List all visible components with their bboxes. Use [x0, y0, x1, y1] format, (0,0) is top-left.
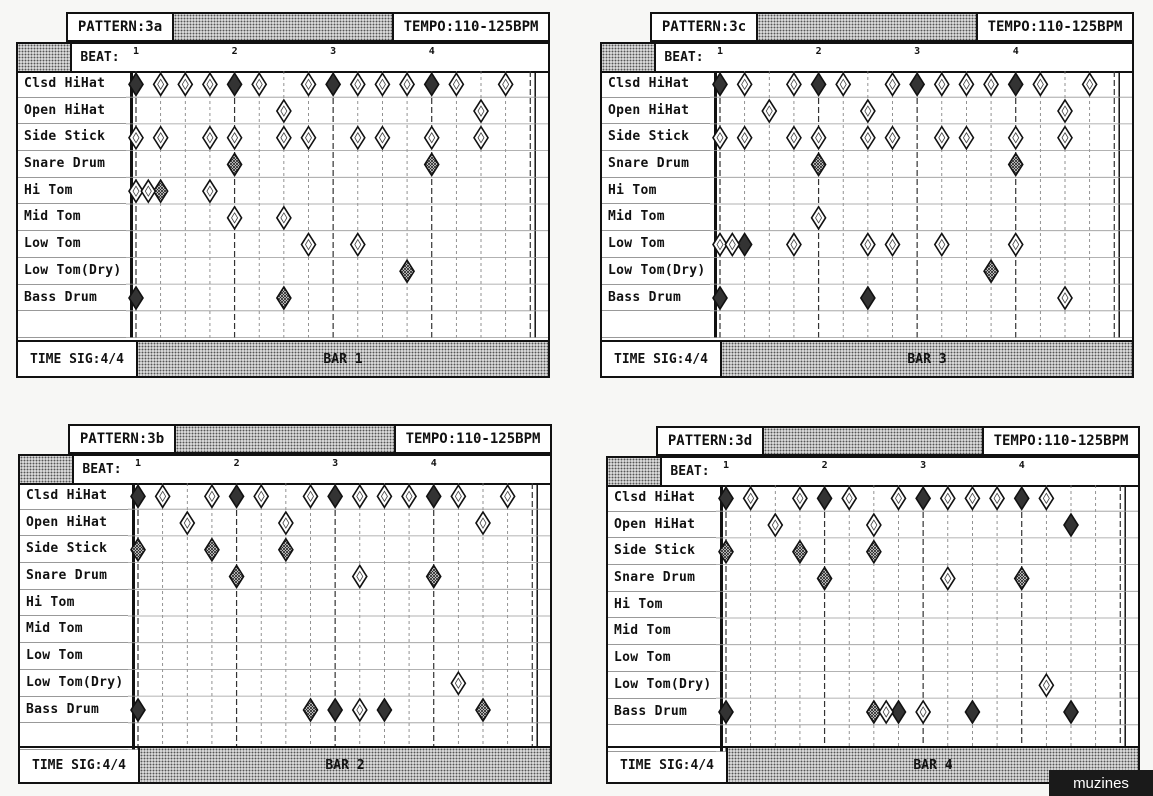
- instrument-label: Side Stick: [20, 536, 128, 563]
- note-icon[interactable]: [762, 100, 776, 122]
- note-icon[interactable]: [941, 567, 955, 589]
- pattern-header: [66, 12, 550, 42]
- accent-note-icon[interactable]: [1015, 487, 1029, 509]
- time-signature: TIME SIG:4/4: [608, 748, 728, 782]
- header-stipple: [174, 14, 394, 40]
- step-grid[interactable]: [126, 71, 548, 338]
- note-icon[interactable]: [476, 512, 490, 534]
- note-icon[interactable]: [787, 127, 801, 149]
- beat-number: 4: [430, 458, 437, 469]
- beat-swatch: [602, 44, 656, 71]
- note-icon[interactable]: [812, 207, 826, 229]
- pattern-footer: [20, 746, 550, 782]
- beat-number: 4: [1012, 46, 1019, 57]
- note-icon[interactable]: [965, 487, 979, 509]
- note-icon[interactable]: [768, 514, 782, 536]
- accent-note-icon[interactable]: [328, 485, 342, 507]
- note-icon[interactable]: [842, 487, 856, 509]
- pattern-panel: [606, 426, 1140, 784]
- note-icon[interactable]: [302, 127, 316, 149]
- hatched-note-icon[interactable]: [818, 567, 832, 589]
- pattern-title: PATTERN:3b: [70, 426, 176, 452]
- pattern-title: PATTERN:3d: [658, 428, 764, 454]
- instrument-label: Snare Drum: [20, 563, 128, 590]
- hatched-note-icon[interactable]: [205, 539, 219, 561]
- note-icon[interactable]: [744, 487, 758, 509]
- pattern-panel: [18, 424, 552, 784]
- muzines-logo: muzines: [1049, 770, 1153, 796]
- note-icon[interactable]: [499, 73, 513, 95]
- grid-box: [600, 42, 1134, 378]
- beat-bar: [608, 458, 1138, 487]
- note-icon[interactable]: [353, 699, 367, 721]
- step-grid[interactable]: [710, 71, 1132, 338]
- instrument-label: Hi Tom: [608, 592, 716, 619]
- instrument-label: Side Stick: [608, 538, 716, 565]
- beat-label: BEAT:: [82, 462, 122, 477]
- tempo-label: TEMPO:110-125BPM: [403, 19, 539, 35]
- note-icon[interactable]: [886, 234, 900, 256]
- step-grid[interactable]: [716, 485, 1138, 752]
- tempo-label: TEMPO:110-125BPM: [993, 433, 1129, 449]
- note-icon[interactable]: [451, 672, 465, 694]
- beat-number: 1: [723, 460, 730, 471]
- beat-number: 3: [920, 460, 927, 471]
- accent-note-icon[interactable]: [425, 73, 439, 95]
- note-icon[interactable]: [1033, 73, 1047, 95]
- note-icon[interactable]: [879, 701, 893, 723]
- note-icon[interactable]: [474, 100, 488, 122]
- note-icon[interactable]: [501, 485, 515, 507]
- note-icon[interactable]: [203, 180, 217, 202]
- instrument-label: Mid Tom: [602, 204, 710, 231]
- pattern-footer: [602, 340, 1132, 376]
- note-icon[interactable]: [1009, 127, 1023, 149]
- beat-number: 2: [233, 458, 240, 469]
- instrument-labels: [18, 71, 126, 338]
- instrument-label: Bass Drum: [608, 699, 716, 726]
- instrument-label: Side Stick: [18, 124, 126, 151]
- instrument-labels: [608, 485, 716, 752]
- note-icon[interactable]: [1039, 487, 1053, 509]
- pattern-footer: [18, 340, 548, 376]
- note-icon[interactable]: [984, 73, 998, 95]
- note-icon[interactable]: [787, 234, 801, 256]
- note-icon[interactable]: [377, 485, 391, 507]
- note-icon[interactable]: [836, 73, 850, 95]
- hatched-note-icon[interactable]: [230, 565, 244, 587]
- hatched-note-icon[interactable]: [867, 541, 881, 563]
- hatched-note-icon[interactable]: [277, 287, 291, 309]
- instrument-labels: [602, 71, 710, 338]
- accent-note-icon[interactable]: [1064, 701, 1078, 723]
- hatched-note-icon[interactable]: [427, 565, 441, 587]
- grid-box: [606, 456, 1140, 784]
- note-icon[interactable]: [302, 73, 316, 95]
- beat-bar: [20, 456, 550, 485]
- instrument-label: Clsd HiHat: [18, 71, 126, 98]
- instrument-label: Low Tom(Dry): [20, 670, 128, 697]
- accent-note-icon[interactable]: [1064, 514, 1078, 536]
- note-icon[interactable]: [738, 73, 752, 95]
- beat-number: 3: [330, 46, 337, 57]
- beat-swatch: [20, 456, 74, 483]
- note-icon[interactable]: [228, 207, 242, 229]
- hatched-note-icon[interactable]: [793, 541, 807, 563]
- hatched-note-icon[interactable]: [984, 260, 998, 282]
- beat-number: 2: [815, 46, 822, 57]
- instrument-label: Clsd HiHat: [20, 483, 128, 510]
- bar-label: BAR 4: [728, 748, 1138, 782]
- note-icon[interactable]: [203, 127, 217, 149]
- beat-number: 1: [717, 46, 724, 57]
- beat-number: 1: [133, 46, 140, 57]
- beat-swatch: [608, 458, 662, 485]
- accent-note-icon[interactable]: [916, 487, 930, 509]
- note-icon[interactable]: [787, 73, 801, 95]
- note-icon[interactable]: [867, 514, 881, 536]
- note-icon[interactable]: [449, 73, 463, 95]
- note-icon[interactable]: [254, 485, 268, 507]
- accent-note-icon[interactable]: [1009, 73, 1023, 95]
- beat-label: BEAT:: [670, 464, 710, 479]
- note-icon[interactable]: [451, 485, 465, 507]
- beat-number: 4: [1018, 460, 1025, 471]
- beat-label: BEAT:: [664, 50, 704, 65]
- note-icon[interactable]: [812, 127, 826, 149]
- note-icon[interactable]: [302, 234, 316, 256]
- note-icon[interactable]: [178, 73, 192, 95]
- note-icon[interactable]: [935, 234, 949, 256]
- note-icon[interactable]: [400, 73, 414, 95]
- note-icon[interactable]: [375, 73, 389, 95]
- note-icon[interactable]: [886, 73, 900, 95]
- accent-note-icon[interactable]: [427, 485, 441, 507]
- instrument-label: Low Tom: [20, 643, 128, 670]
- instrument-label: Low Tom(Dry): [608, 672, 716, 699]
- instrument-label: Clsd HiHat: [602, 71, 710, 98]
- accent-note-icon[interactable]: [910, 73, 924, 95]
- instrument-label: Open HiHat: [18, 98, 126, 125]
- note-icon[interactable]: [351, 127, 365, 149]
- accent-note-icon[interactable]: [326, 73, 340, 95]
- hatched-note-icon[interactable]: [228, 153, 242, 175]
- bar-label: BAR 2: [140, 748, 550, 782]
- tempo-label: TEMPO:110-125BPM: [405, 431, 541, 447]
- instrument-label: Mid Tom: [608, 618, 716, 645]
- pattern-title: PATTERN:3c: [652, 14, 758, 40]
- beat-bar: [602, 44, 1132, 73]
- hatched-note-icon[interactable]: [1009, 153, 1023, 175]
- note-icon[interactable]: [916, 701, 930, 723]
- grid-box: [16, 42, 550, 378]
- note-icon[interactable]: [861, 234, 875, 256]
- header-stipple: [764, 428, 984, 454]
- instrument-label: Open HiHat: [602, 98, 710, 125]
- note-icon[interactable]: [353, 485, 367, 507]
- accent-note-icon[interactable]: [965, 701, 979, 723]
- note-icon[interactable]: [861, 100, 875, 122]
- note-icon[interactable]: [959, 127, 973, 149]
- instrument-label: Snare Drum: [602, 151, 710, 178]
- hatched-note-icon[interactable]: [812, 153, 826, 175]
- step-grid[interactable]: [128, 483, 550, 750]
- beat-number: 1: [135, 458, 142, 469]
- pattern-panel: [16, 12, 550, 378]
- beat-number: 3: [914, 46, 921, 57]
- header-stipple: [758, 14, 978, 40]
- note-icon[interactable]: [141, 180, 155, 202]
- time-signature: TIME SIG:4/4: [602, 342, 722, 376]
- instrument-label: Snare Drum: [18, 151, 126, 178]
- beat-label: BEAT:: [80, 50, 120, 65]
- note-icon[interactable]: [375, 127, 389, 149]
- note-icon[interactable]: [941, 487, 955, 509]
- note-icon[interactable]: [425, 127, 439, 149]
- accent-note-icon[interactable]: [861, 287, 875, 309]
- instrument-labels: [20, 483, 128, 750]
- instrument-label: Bass Drum: [602, 285, 710, 312]
- instrument-label: Clsd HiHat: [608, 485, 716, 512]
- pattern-header: [650, 12, 1134, 42]
- instrument-label: Open HiHat: [20, 510, 128, 537]
- accent-note-icon[interactable]: [230, 485, 244, 507]
- hatched-note-icon[interactable]: [425, 153, 439, 175]
- accent-note-icon[interactable]: [328, 699, 342, 721]
- note-icon[interactable]: [205, 485, 219, 507]
- note-icon[interactable]: [228, 127, 242, 149]
- hatched-note-icon[interactable]: [476, 699, 490, 721]
- instrument-label: Low Tom(Dry): [18, 258, 126, 285]
- note-icon[interactable]: [351, 234, 365, 256]
- empty-row: [602, 311, 710, 338]
- bar-label: BAR 1: [138, 342, 548, 376]
- note-icon[interactable]: [277, 100, 291, 122]
- instrument-label: Bass Drum: [18, 285, 126, 312]
- beat-number: 3: [332, 458, 339, 469]
- beat-bar: [18, 44, 548, 73]
- note-icon[interactable]: [402, 485, 416, 507]
- note-icon[interactable]: [861, 127, 875, 149]
- instrument-label: Low Tom: [608, 645, 716, 672]
- instrument-label: Low Tom: [602, 231, 710, 258]
- note-icon[interactable]: [793, 487, 807, 509]
- hatched-note-icon[interactable]: [1015, 567, 1029, 589]
- note-icon[interactable]: [935, 127, 949, 149]
- instrument-label: Bass Drum: [20, 697, 128, 724]
- instrument-label: Hi Tom: [602, 178, 710, 205]
- note-icon[interactable]: [180, 512, 194, 534]
- note-icon[interactable]: [252, 73, 266, 95]
- note-icon[interactable]: [1009, 234, 1023, 256]
- tempo-label: TEMPO:110-125BPM: [987, 19, 1123, 35]
- note-icon[interactable]: [1058, 287, 1072, 309]
- instrument-label: Low Tom(Dry): [602, 258, 710, 285]
- note-icon[interactable]: [1058, 100, 1072, 122]
- pattern-header: [656, 426, 1140, 456]
- beat-swatch: [18, 44, 72, 71]
- note-icon[interactable]: [738, 127, 752, 149]
- hatched-note-icon[interactable]: [279, 539, 293, 561]
- beat-number: 2: [231, 46, 238, 57]
- beat-number: 2: [821, 460, 828, 471]
- note-icon[interactable]: [474, 127, 488, 149]
- note-icon[interactable]: [154, 73, 168, 95]
- note-icon[interactable]: [203, 73, 217, 95]
- instrument-label: Open HiHat: [608, 512, 716, 539]
- instrument-label: Hi Tom: [18, 178, 126, 205]
- empty-row: [18, 311, 126, 338]
- instrument-label: Mid Tom: [20, 616, 128, 643]
- hatched-note-icon[interactable]: [304, 699, 318, 721]
- note-icon[interactable]: [279, 512, 293, 534]
- grid-box: [18, 454, 552, 784]
- bar-label: BAR 3: [722, 342, 1132, 376]
- accent-note-icon[interactable]: [818, 487, 832, 509]
- note-icon[interactable]: [725, 234, 739, 256]
- note-icon[interactable]: [351, 73, 365, 95]
- note-icon[interactable]: [156, 485, 170, 507]
- header-stipple: [176, 426, 396, 452]
- note-icon[interactable]: [886, 127, 900, 149]
- note-icon[interactable]: [959, 73, 973, 95]
- instrument-label: Mid Tom: [18, 204, 126, 231]
- note-icon[interactable]: [277, 207, 291, 229]
- pattern-title: PATTERN:3a: [68, 14, 174, 40]
- note-icon[interactable]: [277, 127, 291, 149]
- time-signature: TIME SIG:4/4: [20, 748, 140, 782]
- note-icon[interactable]: [892, 487, 906, 509]
- beat-number: 4: [428, 46, 435, 57]
- accent-note-icon[interactable]: [228, 73, 242, 95]
- note-icon[interactable]: [304, 485, 318, 507]
- note-icon[interactable]: [1058, 127, 1072, 149]
- time-signature: TIME SIG:4/4: [18, 342, 138, 376]
- note-icon[interactable]: [154, 127, 168, 149]
- accent-note-icon[interactable]: [377, 699, 391, 721]
- instrument-label: Low Tom: [18, 231, 126, 258]
- note-icon[interactable]: [935, 73, 949, 95]
- accent-note-icon[interactable]: [812, 73, 826, 95]
- pattern-header: [68, 424, 552, 454]
- instrument-label: Snare Drum: [608, 565, 716, 592]
- pattern-panel: [600, 12, 1134, 378]
- note-icon[interactable]: [1039, 674, 1053, 696]
- note-icon[interactable]: [990, 487, 1004, 509]
- instrument-label: Side Stick: [602, 124, 710, 151]
- hatched-note-icon[interactable]: [400, 260, 414, 282]
- instrument-label: Hi Tom: [20, 590, 128, 617]
- note-icon[interactable]: [353, 565, 367, 587]
- note-icon[interactable]: [1083, 73, 1097, 95]
